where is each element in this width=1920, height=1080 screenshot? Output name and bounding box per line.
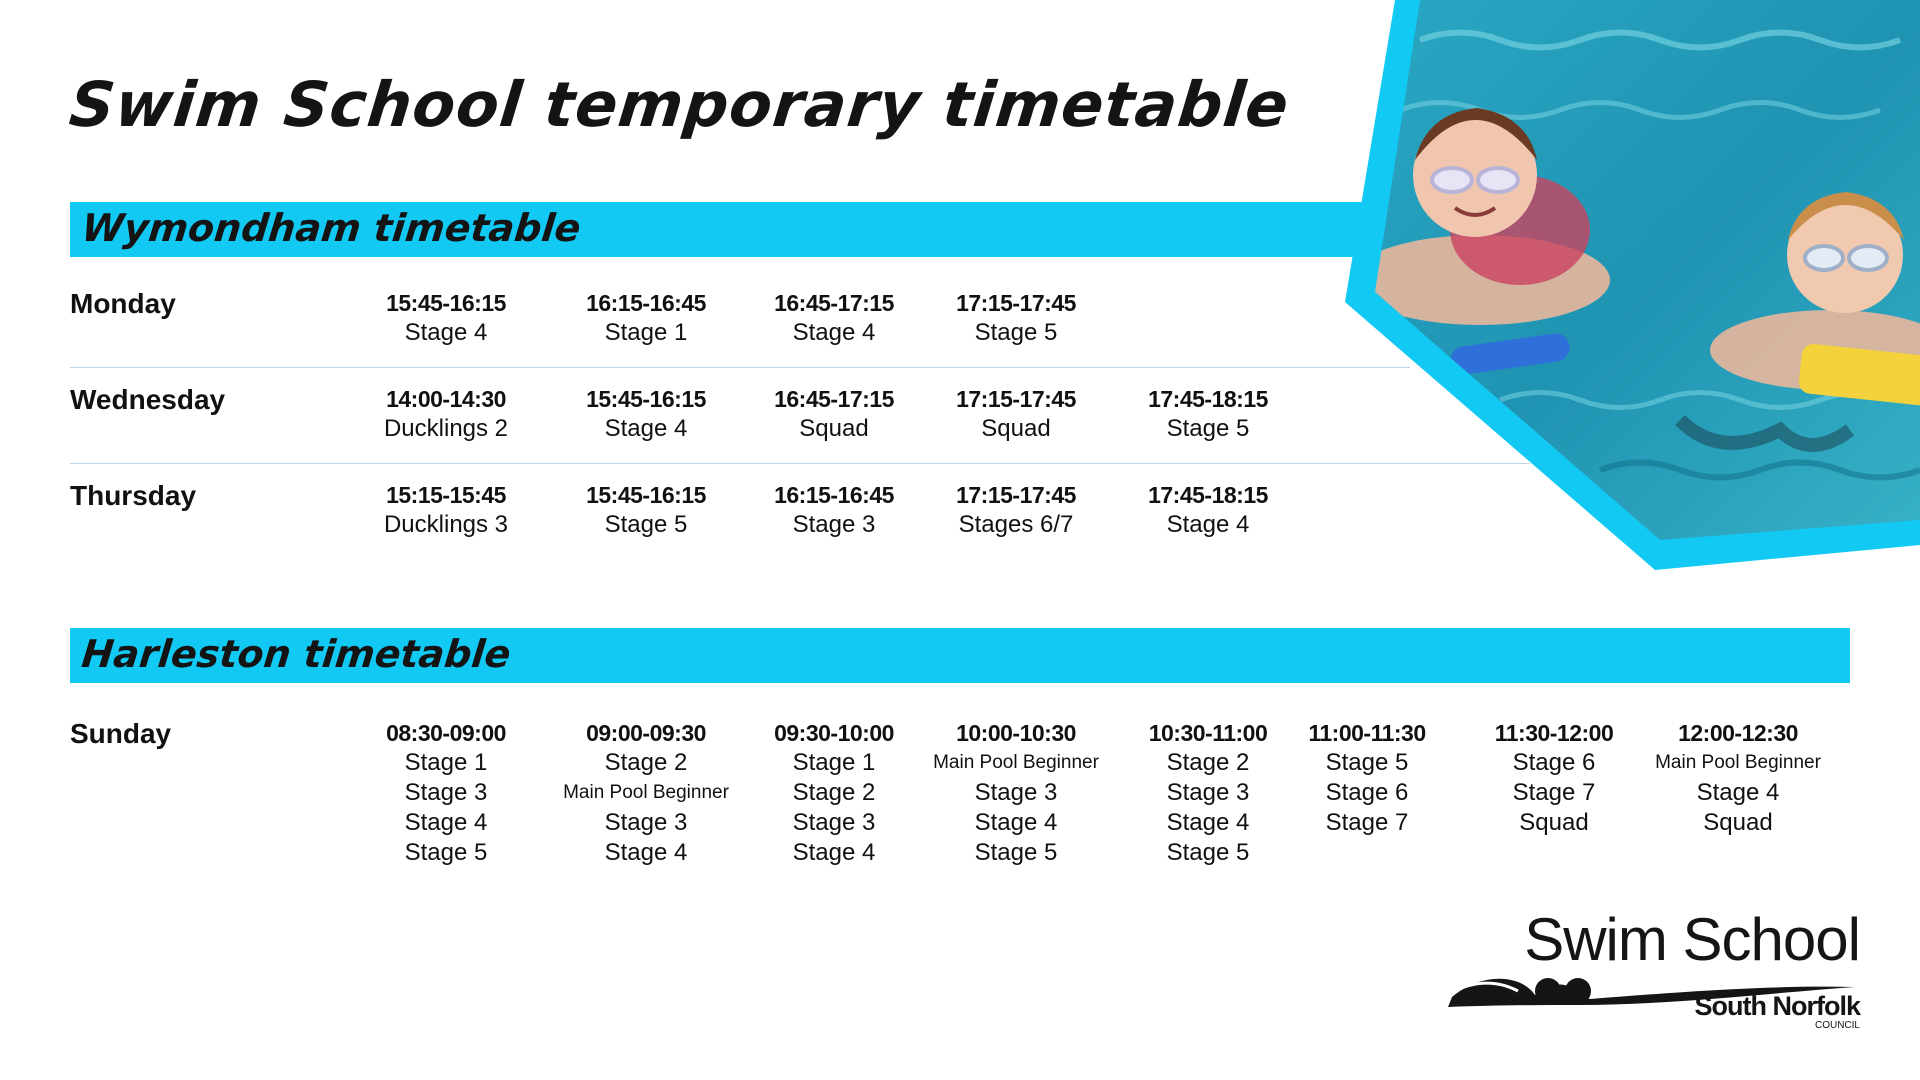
session-class: Stage 4 — [1166, 809, 1250, 836]
session-class: Squad — [1703, 809, 1773, 836]
session-class: Stage 3 — [404, 779, 488, 806]
session-time: 16:45-17:15 — [774, 386, 894, 412]
session-class: Stage 5 — [1166, 415, 1250, 442]
session-class: Stage 5 — [604, 511, 688, 538]
session-class: Stage 4 — [1166, 511, 1250, 538]
session-time: 16:15-16:45 — [586, 290, 706, 316]
wymondham-heading: Wymondham timetable — [79, 206, 583, 250]
session-class: Stage 4 — [974, 809, 1058, 836]
session-time: 11:30-12:00 — [1494, 720, 1614, 746]
session-class: Stage 1 — [404, 749, 488, 776]
session — [1454, 718, 1654, 838]
session-time: 09:30-10:00 — [774, 720, 894, 746]
session-class: Stage 6 — [1512, 749, 1596, 776]
session-class: Stage 5 — [974, 839, 1058, 866]
session-class: Stage 3 — [792, 809, 876, 836]
session-class: Stage 4 — [792, 319, 876, 346]
session-class: Stage 2 — [604, 749, 688, 776]
session — [346, 288, 546, 348]
session-time: 09:00-09:30 — [586, 720, 706, 746]
session-class: Stages 6/7 — [958, 511, 1074, 538]
session-class: Stage 7 — [1325, 809, 1409, 836]
session — [546, 288, 746, 348]
session-class: Stage 1 — [604, 319, 688, 346]
logo-title: Swim School — [1524, 906, 1860, 973]
session-class: Stage 4 — [404, 319, 488, 346]
session-class: Stage 3 — [604, 809, 688, 836]
session-time: 16:45-17:15 — [774, 290, 894, 316]
session-time: 10:00-10:30 — [956, 720, 1076, 746]
session — [346, 718, 546, 868]
session — [916, 288, 1116, 348]
session — [734, 288, 934, 348]
session-class: Stage 7 — [1512, 779, 1596, 806]
session-class: Main Pool Beginner — [563, 782, 729, 803]
session — [346, 384, 546, 444]
session — [1108, 384, 1308, 444]
row-divider — [70, 367, 1410, 368]
wymondham-banner — [70, 202, 1365, 257]
session-time: 16:15-16:45 — [774, 482, 894, 508]
harleston-banner — [70, 628, 1850, 683]
session-class: Stage 6 — [1325, 779, 1409, 806]
swim-school-logo — [1440, 905, 1860, 1035]
session-time: 10:30-11:00 — [1148, 720, 1268, 746]
session-class: Stage 4 — [792, 839, 876, 866]
page-title: Swim School temporary timetable — [66, 68, 1293, 141]
session-class: Stage 5 — [1166, 839, 1250, 866]
session-class: Squad — [1519, 809, 1589, 836]
session-class: Stage 1 — [792, 749, 876, 776]
session-class: Stage 3 — [974, 779, 1058, 806]
session-class: Squad — [799, 415, 869, 442]
row-divider — [70, 463, 1530, 464]
session-class: Stage 4 — [604, 415, 688, 442]
session-time: 17:15-17:45 — [956, 386, 1076, 412]
session — [346, 480, 546, 540]
session — [1267, 718, 1467, 838]
session-class: Stage 4 — [404, 809, 488, 836]
session-class: Stage 4 — [604, 839, 688, 866]
session — [734, 480, 934, 540]
harleston-heading: Harleston timetable — [79, 632, 513, 676]
session-class: Main Pool Beginner — [1655, 752, 1821, 773]
session-class: Stage 4 — [1696, 779, 1780, 806]
session — [916, 718, 1116, 868]
session-time: 15:45-16:15 — [586, 482, 706, 508]
session-time: 17:15-17:45 — [956, 482, 1076, 508]
session-time: 14:00-14:30 — [386, 386, 506, 412]
session — [1108, 480, 1308, 540]
logo-council-name: South Norfolk — [1694, 991, 1860, 1021]
session — [1638, 718, 1838, 838]
day-label: Sunday — [70, 718, 172, 749]
session-class: Squad — [981, 415, 1051, 442]
session-time: 17:45-18:15 — [1148, 386, 1268, 412]
session-time: 15:15-15:45 — [386, 482, 506, 508]
session-time: 11:00-11:30 — [1308, 720, 1426, 746]
session-class: Stage 2 — [792, 779, 876, 806]
session-class: Ducklings 2 — [383, 415, 509, 442]
session-class: Stage 2 — [1166, 749, 1250, 776]
session — [546, 384, 746, 444]
session — [734, 718, 934, 868]
session-class: Stage 3 — [792, 511, 876, 538]
session-class: Main Pool Beginner — [933, 752, 1099, 773]
logo-council-label: COUNCIL — [1814, 1020, 1860, 1031]
session-time: 12:00-12:30 — [1678, 720, 1798, 746]
session-time: 15:45-16:15 — [586, 386, 706, 412]
session-class: Stage 5 — [974, 319, 1058, 346]
session — [916, 480, 1116, 540]
day-label: Thursday — [70, 480, 197, 511]
session-time: 08:30-09:00 — [386, 720, 506, 746]
session-class: Stage 5 — [404, 839, 488, 866]
session — [916, 384, 1116, 444]
day-label: Monday — [70, 288, 176, 319]
session — [546, 718, 746, 868]
session-class: Stage 3 — [1166, 779, 1250, 806]
session-time: 17:15-17:45 — [956, 290, 1076, 316]
session — [734, 384, 934, 444]
session — [546, 480, 746, 540]
session-class: Stage 5 — [1325, 749, 1409, 776]
session-time: 15:45-16:15 — [386, 290, 506, 316]
session-time: 17:45-18:15 — [1148, 482, 1268, 508]
day-label: Wednesday — [70, 384, 226, 415]
session-class: Ducklings 3 — [383, 511, 509, 538]
